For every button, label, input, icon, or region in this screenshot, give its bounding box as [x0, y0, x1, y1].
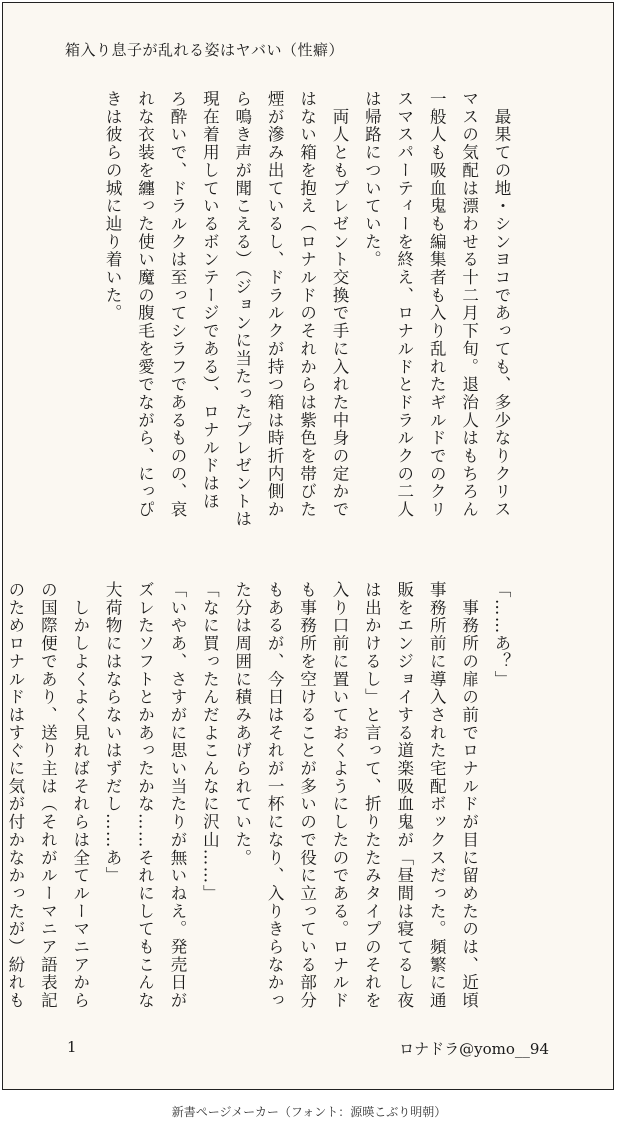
- text-line: た分は周囲に積みあげられていた。: [232, 581, 252, 867]
- text-line: ズレたソフトとかあったかな……それにしてもこんな: [135, 581, 155, 1010]
- text-line: 入り口前に置いておくようにしたのである。ロナルド: [329, 581, 349, 1010]
- page-number: 1: [67, 1038, 77, 1056]
- text-line: の国際便であり、送り主は（それがルーマニア語表記: [38, 581, 58, 1010]
- text-line: ろ酔いで、ドラルクは至ってシラフであるものの、哀: [167, 90, 187, 519]
- text-line: 現在着用しているボンテージである）、ロナルドはほ: [200, 90, 220, 511]
- text-line: スマスパーティーを終え、ロナルドとドラルクの二人: [394, 90, 414, 519]
- text-line: 最果ての地・シンヨコであっても、多少なりクリス: [492, 90, 511, 519]
- text-line: 「なに買ったんだよこんなに沢山……」: [200, 581, 220, 903]
- text-line: きは彼らの城に辿り着いた。: [103, 90, 123, 323]
- text-line: 大荷物にはならないはずだし……あ」: [103, 581, 123, 885]
- text-line: ら鳴き声が聞こえる）（ジョンに当たったプレゼントは: [232, 90, 252, 528]
- text-line: もあるが、今日はそれが一杯になり、入りきらなかっ: [265, 581, 285, 1010]
- text-line: れな衣装を纏った使い魔の腹毛を愛でながら、にっぴ: [135, 90, 155, 519]
- text-line: 事務所の扉の前でロナルドが目に留めたのは、近頃: [459, 581, 479, 1010]
- lower-text-block: [0, 581, 517, 1046]
- generator-credit: 新書ページメーカー（フォント：源暎こぶり明朝）: [171, 1105, 447, 1119]
- book-page: [2, 2, 614, 1090]
- text-line: は帰路についていた。: [362, 90, 382, 269]
- text-line: 両人ともプレゼント交換で手に入れた中身の定かで: [329, 90, 349, 519]
- text-line: 「……あ？」: [492, 581, 511, 689]
- text-line: は出かけるし」と言って、折りたたみタイプのそれを: [362, 581, 382, 1010]
- text-line: 販をエンジョイする道楽吸血鬼が「昼間は寝てるし夜: [394, 581, 414, 1010]
- text-line: 一般人も吸血鬼も編集者も入り乱れたギルドでのクリ: [427, 90, 447, 519]
- text-line: しかしよくよく見ればそれらは全てルーマニアから: [70, 581, 90, 1010]
- text-line: 事務所前に導入された宅配ボックスだった。頻繁に通: [427, 581, 447, 1010]
- text-line: も事務所を空けることが多いので役に立っている部分: [297, 581, 317, 1010]
- text-line: 「いやあ、さすがに思い当たりが無いねえ。発売日が: [167, 581, 187, 1010]
- text-line: はない箱を抱え（ロナルドのそれからは紫色を帯びた: [297, 90, 317, 519]
- upper-text-block: [96, 90, 517, 556]
- text-line: 煙が滲み出ているし、ドラルクが持つ箱は時折内側か: [265, 90, 285, 519]
- page-title: 箱入り息子が乱れる姿はヤバい（性癖）: [65, 41, 345, 59]
- text-line: のためロナルドはすぐに気が付かなかったが）紛れも: [5, 581, 25, 1010]
- text-line: マスの気配は漂わせる十二月下旬。退治人はもちろん: [459, 90, 479, 519]
- author-credit: ロナドラ@yomo__94: [399, 1040, 549, 1058]
